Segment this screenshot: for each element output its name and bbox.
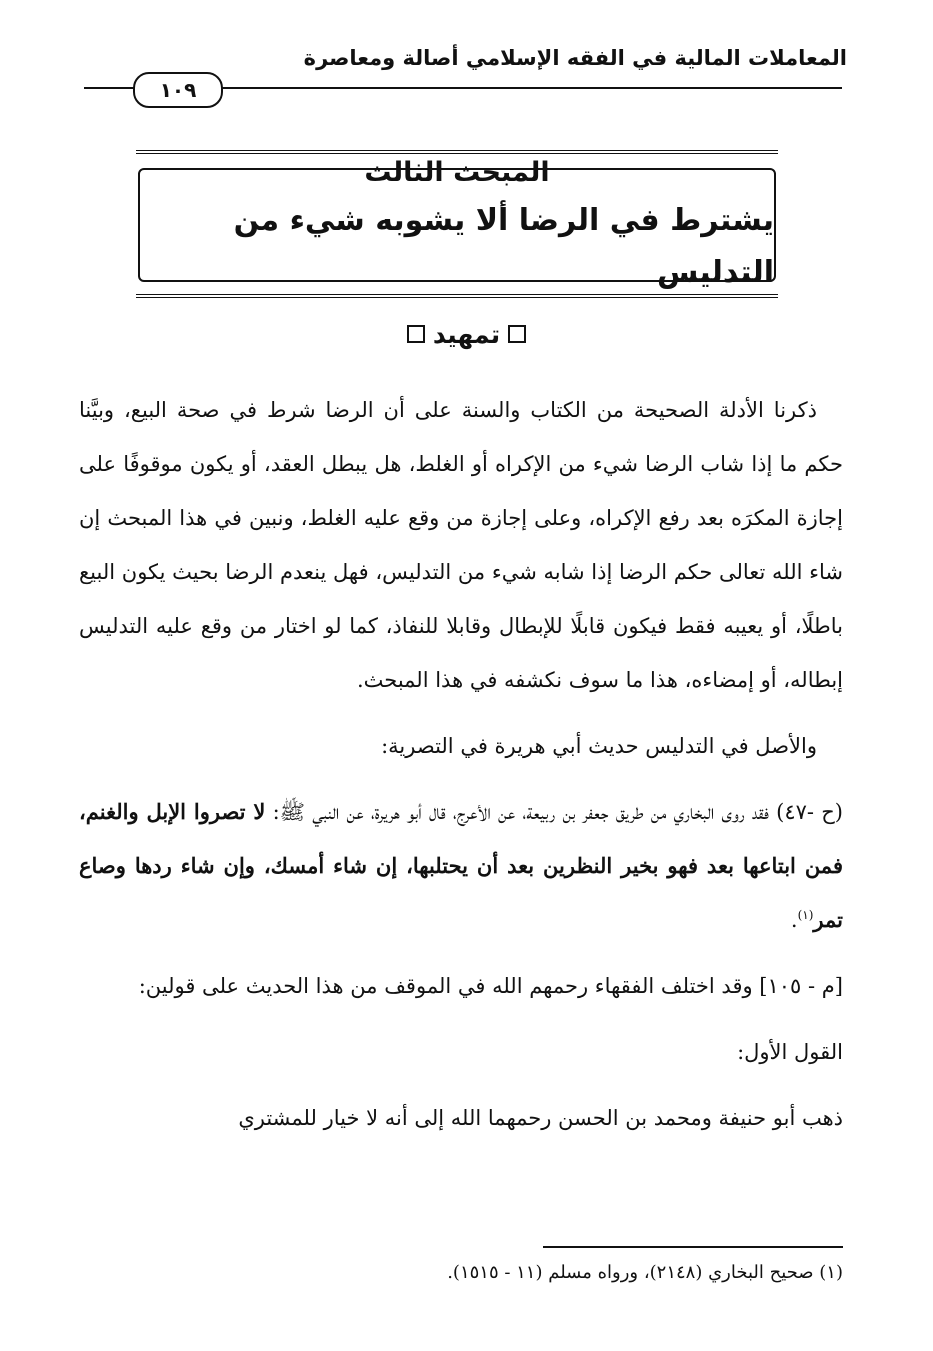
paragraph-intro: ذكرنا الأدلة الصحيحة من الكتاب والسنة على أن الرضا شرط في صحة البيع، وبيَّنا حكم ما إذا شاب الرضا شيء من الإكراه أو الغلط، هل يبطل العقد، أو يكون موقوفًا على إجازة المكرَه بعد رفع الإكراه، وعلى إجازة من وقع عليه الغلط، ونبين في هذا المبحث إن شاء الله تعالى حكم الرضا إذا شابه شيء من التدليس، فهل ينعدم الرضا بحيث يكون البيع باطلًا، أو يعيبه فقط فيكون قابلًا للإبطال وقابلا للنفاذ، كما لو اختار من وقع عليه التدليس إبطاله، أو إمضاءه، هذا ما سوف نكشفه في هذا المبحث. — [79, 398, 843, 692]
body-text — [79, 383, 843, 1145]
footnote-rule — [543, 1246, 843, 1248]
chapter-subtitle: يشترط في الرضا ألا يشوبه شيء من التدليس — [233, 203, 774, 290]
chapter-title-frame — [138, 157, 776, 290]
hadith-end: . — [790, 908, 798, 932]
chapter-title: المبحث الثالث — [364, 157, 550, 188]
paragraph-issue: [م - ١٠٥] وقد اختلف الفقهاء رحمهم الله في الموقف من هذا الحديث على قولين: — [138, 974, 843, 998]
hadith-intro: (ح -٤٧) فقد روى البخاري من طريق جعفر بن ربيعة، عن الأعرج، قال أبو هريرة، عن النبي ﷺ: — [265, 800, 843, 824]
opinion-heading: القول الأول: — [737, 1040, 843, 1064]
square-box-icon — [508, 325, 526, 343]
footnote: (١) صحيح البخاري (٢١٤٨)، ورواه مسلم (١١ - ١٥١٥). — [447, 1262, 843, 1283]
square-box-icon — [407, 325, 425, 343]
section-heading-text: تمهيد — [432, 320, 501, 349]
hadith-quote: لا تصروا الإبل والغنم، فمن ابتاعها بعد فهو بخير النظرين بعد أن يحتلبها، إن شاء أمسك، وإن شاء ردها وصاع تمر — [79, 799, 843, 932]
footnote-ref: (١) — [797, 908, 814, 922]
running-title: المعاملات المالية في الفقه الإسلامي أصالة ومعاصرة — [303, 46, 847, 70]
paragraph-first-opinion: ذهب أبو حنيفة ومحمد بن الحسن رحمهما الله إلى أنه لا خيار للمشتري — [238, 1106, 843, 1130]
paragraph-hadith — [79, 785, 843, 947]
paragraph-origin: والأصل في التدليس حديث أبي هريرة في التصرية: — [381, 734, 817, 758]
chapter-title-box — [136, 150, 778, 298]
page-number: ١٠٩ — [133, 72, 223, 108]
section-heading — [0, 320, 933, 349]
